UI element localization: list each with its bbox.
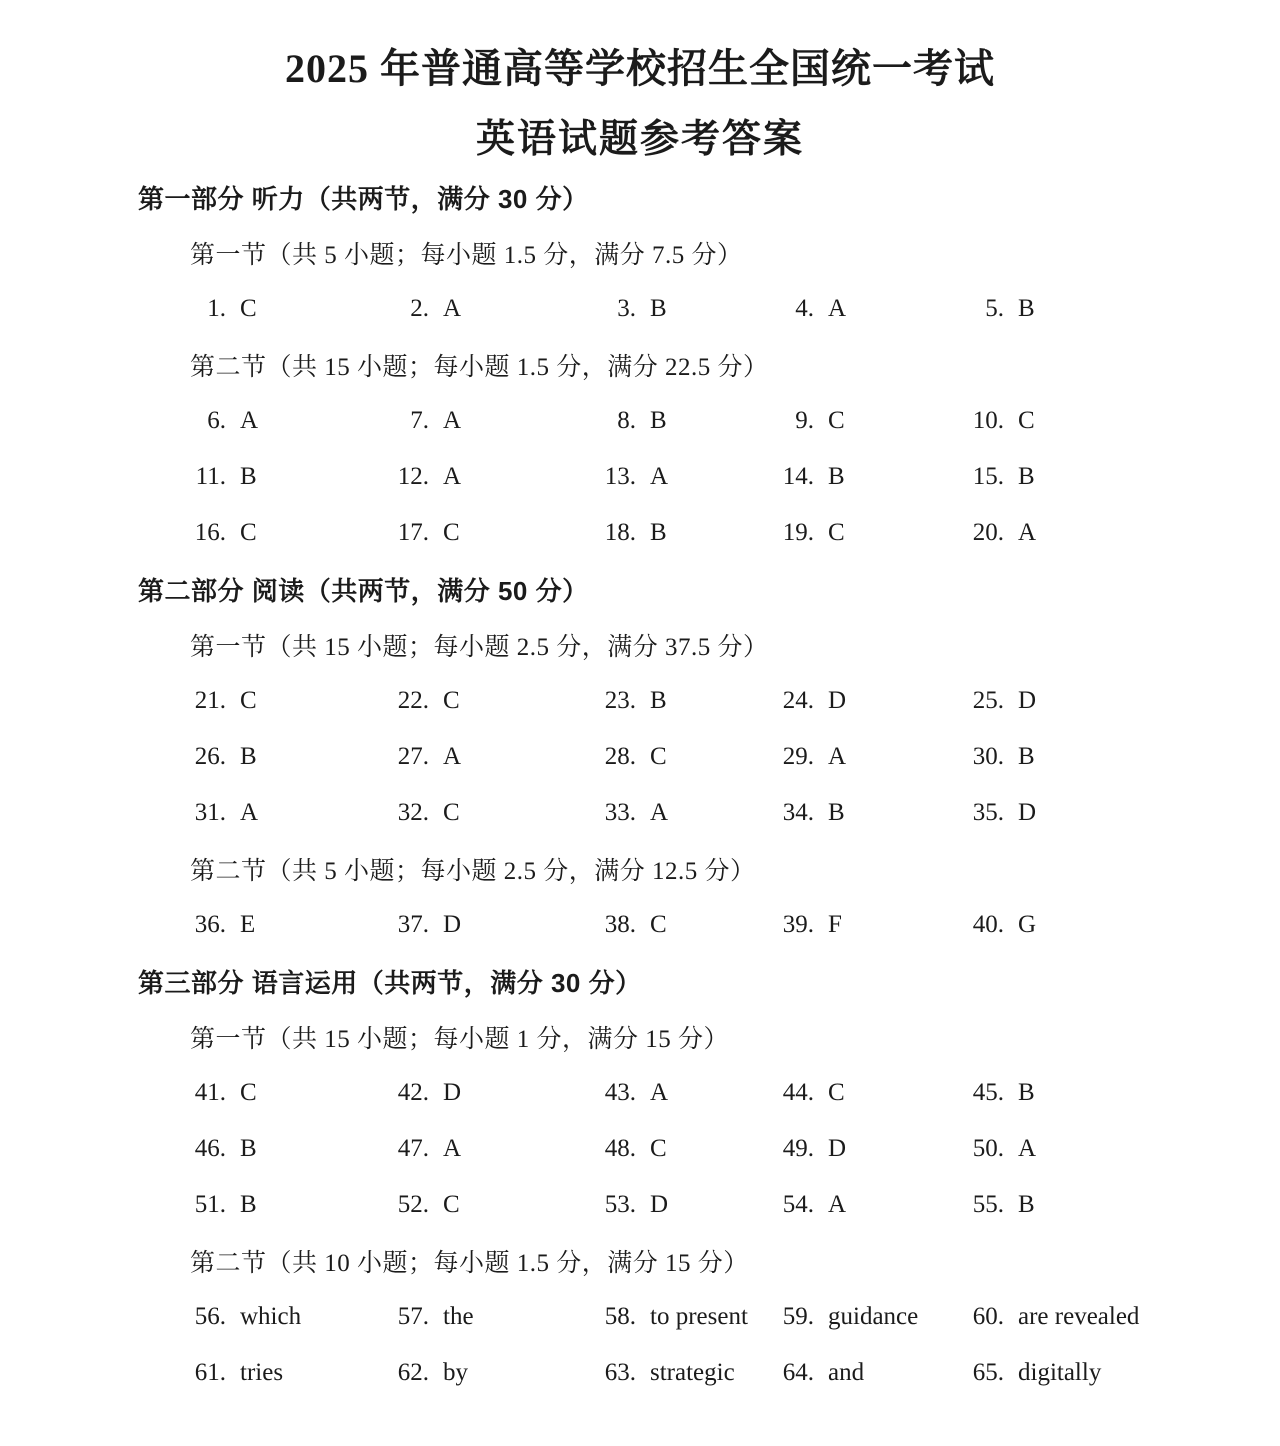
answer-item — [186, 799, 389, 827]
answer-value: F — [828, 911, 842, 938]
question-number: 51. — [194, 1191, 226, 1218]
answer-value: B — [240, 743, 257, 770]
answer-value: C — [650, 911, 667, 938]
answer-value: C — [443, 687, 460, 714]
part3-heading: 第三部分 语言运用（共两节，满分 30 分） — [138, 967, 642, 998]
answer-item — [964, 799, 1280, 827]
question-number: 33. — [604, 799, 636, 826]
answer-value: E — [240, 911, 256, 938]
question-number: 20. — [972, 519, 1004, 546]
answer-item — [774, 463, 964, 491]
answer-value: strategic — [650, 1359, 735, 1386]
answer-item — [596, 799, 774, 827]
answer-row — [0, 281, 1280, 337]
answer-item — [964, 911, 1280, 939]
answer-item — [774, 743, 964, 771]
answer-value: A — [443, 1135, 462, 1162]
answer-value: A — [650, 463, 669, 490]
answer-item — [964, 463, 1280, 491]
answer-item — [596, 1079, 774, 1107]
answer-row — [0, 1121, 1280, 1177]
question-number: 27. — [397, 743, 429, 770]
answer-item — [774, 687, 964, 715]
answer-row — [0, 393, 1280, 449]
answer-value: digitally — [1018, 1359, 1102, 1386]
answer-value: A — [240, 407, 259, 434]
question-number: 28. — [604, 743, 636, 770]
answer-value: D — [1018, 799, 1037, 826]
answer-item — [186, 463, 389, 491]
question-number: 4. — [795, 295, 814, 322]
answer-item — [596, 407, 774, 435]
answer-value: A — [828, 743, 847, 770]
answer-value: C — [240, 295, 257, 322]
part2-section2-heading: 第二节（共 5 小题；每小题 2.5 分，满分 12.5 分） — [190, 858, 756, 885]
answer-item — [389, 1359, 596, 1387]
question-number: 9. — [795, 407, 814, 434]
answer-row — [0, 729, 1280, 785]
answer-item — [774, 407, 964, 435]
answer-item — [186, 911, 389, 939]
part1-heading: 第一部分 听力（共两节，满分 30 分） — [138, 183, 589, 214]
question-number: 49. — [782, 1135, 814, 1162]
answer-value: A — [828, 1191, 847, 1218]
part2-heading: 第二部分 阅读（共两节，满分 50 分） — [138, 575, 589, 606]
answer-row — [0, 1289, 1280, 1345]
answer-item — [774, 1135, 964, 1163]
answer-value: A — [240, 799, 259, 826]
question-number: 12. — [397, 463, 429, 490]
answer-item — [389, 911, 596, 939]
answer-value: B — [1018, 743, 1035, 770]
question-number: 59. — [782, 1303, 814, 1330]
answer-item — [186, 1303, 389, 1331]
question-number: 65. — [972, 1359, 1004, 1386]
answer-item — [596, 463, 774, 491]
answer-value: D — [828, 687, 847, 714]
part2-section1-heading: 第一节（共 15 小题；每小题 2.5 分，满分 37.5 分） — [190, 634, 769, 661]
answer-value: guidance — [828, 1303, 919, 1330]
answer-value: C — [650, 1135, 667, 1162]
question-number: 7. — [410, 407, 429, 434]
question-number: 31. — [194, 799, 226, 826]
answer-item — [964, 407, 1280, 435]
answer-row — [0, 673, 1280, 729]
answer-item — [389, 687, 596, 715]
answer-item — [596, 743, 774, 771]
question-number: 57. — [397, 1303, 429, 1330]
answer-value: A — [1018, 1135, 1037, 1162]
question-number: 24. — [782, 687, 814, 714]
page-subtitle: 英语试题参考答案 — [475, 118, 804, 161]
answer-value: which — [240, 1303, 302, 1330]
answer-row — [0, 1065, 1280, 1121]
answer-row — [0, 505, 1280, 561]
question-number: 39. — [782, 911, 814, 938]
part1-section1-heading: 第一节（共 5 小题；每小题 1.5 分，满分 7.5 分） — [190, 242, 743, 269]
question-number: 52. — [397, 1191, 429, 1218]
answer-value: D — [443, 911, 462, 938]
answer-item — [186, 687, 389, 715]
question-number: 63. — [604, 1359, 636, 1386]
answer-item — [596, 519, 774, 547]
answer-item — [389, 295, 596, 323]
answer-value: C — [828, 1079, 845, 1106]
answer-value: A — [443, 295, 462, 322]
part3-section1-heading: 第一节（共 15 小题；每小题 1 分，满分 15 分） — [190, 1026, 730, 1053]
question-number: 62. — [397, 1359, 429, 1386]
answer-item — [186, 1359, 389, 1387]
answer-value: G — [1018, 911, 1037, 938]
question-number: 48. — [604, 1135, 636, 1162]
answer-item — [186, 1079, 389, 1107]
question-number: 54. — [782, 1191, 814, 1218]
answer-item — [596, 911, 774, 939]
answer-value: and — [828, 1359, 865, 1386]
answer-value: D — [443, 1079, 462, 1106]
answer-item — [389, 463, 596, 491]
answer-item — [964, 1303, 1280, 1331]
answer-row — [0, 785, 1280, 841]
question-number: 61. — [194, 1359, 226, 1386]
answer-value: B — [1018, 1079, 1035, 1106]
question-number: 35. — [972, 799, 1004, 826]
question-number: 44. — [782, 1079, 814, 1106]
answer-value: B — [828, 799, 845, 826]
answer-item — [774, 1303, 964, 1331]
answer-item — [596, 1359, 774, 1387]
answer-value: to present — [650, 1303, 748, 1330]
answer-value: C — [240, 519, 257, 546]
answer-value: C — [1018, 407, 1035, 434]
question-number: 60. — [972, 1303, 1004, 1330]
question-number: 17. — [397, 519, 429, 546]
answer-value: A — [650, 799, 669, 826]
question-number: 15. — [972, 463, 1004, 490]
answer-item — [186, 407, 389, 435]
question-number: 8. — [617, 407, 636, 434]
answer-item — [774, 295, 964, 323]
question-number: 32. — [397, 799, 429, 826]
answer-value: B — [240, 463, 257, 490]
answer-item — [186, 1135, 389, 1163]
answer-item — [774, 1359, 964, 1387]
answer-item — [596, 1135, 774, 1163]
answer-item — [389, 1079, 596, 1107]
answer-value: B — [650, 687, 667, 714]
answer-value: C — [443, 519, 460, 546]
question-number: 3. — [617, 295, 636, 322]
answer-value: B — [1018, 295, 1035, 322]
answer-item — [389, 1135, 596, 1163]
answer-item — [774, 911, 964, 939]
question-number: 30. — [972, 743, 1004, 770]
question-number: 46. — [194, 1135, 226, 1162]
answer-item — [596, 295, 774, 323]
question-number: 55. — [972, 1191, 1004, 1218]
question-number: 58. — [604, 1303, 636, 1330]
answer-item — [774, 1191, 964, 1219]
document-page — [0, 44, 1280, 1446]
question-number: 2. — [410, 295, 429, 322]
answer-item — [186, 295, 389, 323]
answer-value: C — [240, 687, 257, 714]
answer-row — [0, 1177, 1280, 1233]
answer-value: tries — [240, 1359, 284, 1386]
answer-item — [596, 1191, 774, 1219]
question-number: 10. — [972, 407, 1004, 434]
answer-value: A — [828, 295, 847, 322]
question-number: 34. — [782, 799, 814, 826]
answer-value: C — [443, 799, 460, 826]
answer-value: B — [650, 519, 667, 546]
answer-value: A — [443, 743, 462, 770]
answer-item — [596, 1303, 774, 1331]
answer-row — [0, 897, 1280, 953]
question-number: 13. — [604, 463, 636, 490]
answer-value: C — [828, 519, 845, 546]
answer-item — [964, 295, 1280, 323]
answer-value: B — [240, 1191, 257, 1218]
question-number: 14. — [782, 463, 814, 490]
answer-item — [774, 799, 964, 827]
question-number: 43. — [604, 1079, 636, 1106]
question-number: 25. — [972, 687, 1004, 714]
question-number: 22. — [397, 687, 429, 714]
question-number: 21. — [194, 687, 226, 714]
page-title: 2025 年普通高等学校招生全国统一考试 — [285, 46, 995, 91]
answer-item — [389, 1191, 596, 1219]
question-number: 40. — [972, 911, 1004, 938]
answer-item — [389, 519, 596, 547]
answer-item — [964, 687, 1280, 715]
answer-value: B — [650, 407, 667, 434]
question-number: 42. — [397, 1079, 429, 1106]
answer-item — [389, 799, 596, 827]
answer-item — [964, 743, 1280, 771]
answer-value: C — [650, 743, 667, 770]
part3-section2-heading: 第二节（共 10 小题；每小题 1.5 分，满分 15 分） — [190, 1250, 749, 1277]
answer-value: by — [443, 1359, 468, 1386]
question-number: 53. — [604, 1191, 636, 1218]
question-number: 19. — [782, 519, 814, 546]
answer-value: D — [1018, 687, 1037, 714]
question-number: 1. — [207, 295, 226, 322]
answer-value: C — [443, 1191, 460, 1218]
question-number: 64. — [782, 1359, 814, 1386]
answer-value: B — [1018, 463, 1035, 490]
answer-value: B — [240, 1135, 257, 1162]
answer-value: D — [650, 1191, 669, 1218]
answer-key-content — [0, 169, 1280, 1401]
answer-value: A — [443, 407, 462, 434]
answer-item — [964, 1359, 1280, 1387]
answer-item — [186, 519, 389, 547]
answer-item — [964, 1135, 1280, 1163]
answer-value: are revealed — [1018, 1303, 1140, 1330]
answer-value: B — [650, 295, 667, 322]
answer-value: C — [240, 1079, 257, 1106]
question-number: 37. — [397, 911, 429, 938]
answer-item — [964, 1191, 1280, 1219]
answer-value: C — [828, 407, 845, 434]
answer-item — [774, 1079, 964, 1107]
answer-value: the — [443, 1303, 474, 1330]
question-number: 16. — [194, 519, 226, 546]
answer-row — [0, 449, 1280, 505]
answer-value: A — [443, 463, 462, 490]
question-number: 6. — [207, 407, 226, 434]
question-number: 18. — [604, 519, 636, 546]
answer-item — [774, 519, 964, 547]
question-number: 26. — [194, 743, 226, 770]
answer-value: A — [650, 1079, 669, 1106]
answer-item — [389, 743, 596, 771]
answer-row — [0, 1345, 1280, 1401]
question-number: 56. — [194, 1303, 226, 1330]
answer-value: A — [1018, 519, 1037, 546]
answer-item — [964, 1079, 1280, 1107]
question-number: 50. — [972, 1135, 1004, 1162]
answer-item — [389, 407, 596, 435]
answer-item — [964, 519, 1280, 547]
question-number: 36. — [194, 911, 226, 938]
question-number: 23. — [604, 687, 636, 714]
question-number: 41. — [194, 1079, 226, 1106]
question-number: 47. — [397, 1135, 429, 1162]
answer-item — [596, 687, 774, 715]
question-number: 29. — [782, 743, 814, 770]
question-number: 11. — [195, 463, 226, 490]
answer-item — [186, 743, 389, 771]
question-number: 38. — [604, 911, 636, 938]
question-number: 5. — [985, 295, 1004, 322]
question-number: 45. — [972, 1079, 1004, 1106]
answer-value: B — [828, 463, 845, 490]
answer-item — [186, 1191, 389, 1219]
answer-value: D — [828, 1135, 847, 1162]
part1-section2-heading: 第二节（共 15 小题；每小题 1.5 分，满分 22.5 分） — [190, 354, 769, 381]
answer-item — [389, 1303, 596, 1331]
answer-value: B — [1018, 1191, 1035, 1218]
